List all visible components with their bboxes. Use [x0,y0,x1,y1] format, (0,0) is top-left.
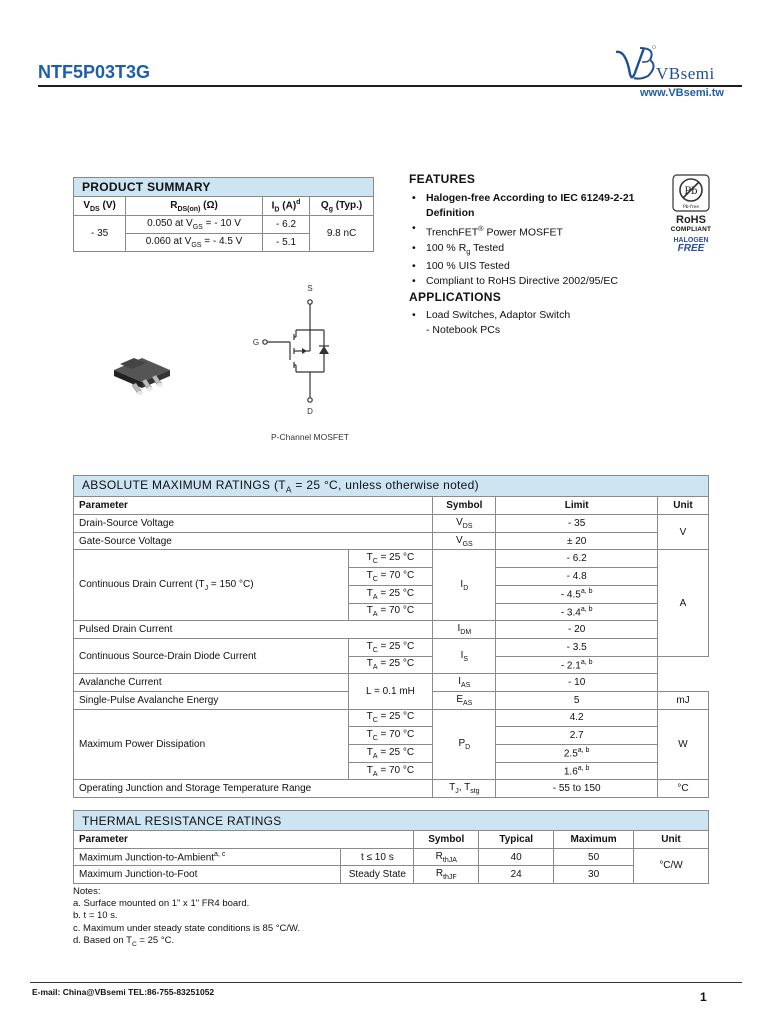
table-row: Drain-Source Voltage $V_{DS}$ - 35 V [74,515,709,533]
vds-value: - 35 [74,216,126,252]
halogen-label: HALOGEN [673,237,709,244]
id-row-2: - 5.1 [262,234,309,252]
table-row: Operating Junction and Storage Temperature Range $T_J$, $T_{stg}$ - 55 to 150 °C [74,780,709,798]
abs-max-title: ABSOLUTE MAXIMUM RATINGS ($T_A = 25$ °C, unless otherwise noted) [74,476,709,497]
drain-label: D [307,407,313,416]
id-row-1: - 6.2 [262,216,309,234]
free-label: FREE [677,243,705,254]
table-row: $T_A = 25$ °C 2.5$^{a, b}$ [74,745,709,763]
table-row: Pulsed Drain Current $I_{DM}$ - 20 [74,621,709,639]
col-symbol: Symbol [433,497,496,515]
rohs-badges [666,174,716,254]
applications-list [409,308,669,338]
col-unit: Unit [658,497,709,515]
features-list [409,191,669,289]
brand-website[interactable]: www.VBsemi.tw [640,87,724,99]
rohs-label: RoHS [676,214,706,226]
table-row: Maximum Junction-to-Foot Steady State $R_{thJF}$ 24 30 [74,866,709,884]
col-maximum: Maximum [554,831,634,849]
page-number: 1 [700,990,707,1004]
vbsemi-logo-icon [612,44,658,88]
footer-divider [30,982,742,983]
source-label: S [307,284,313,293]
package-icon [108,352,178,400]
p-channel-mosfet-schematic [250,282,350,422]
applications-heading: APPLICATIONS [409,290,502,304]
table-row: Continuous Source-Drain Diode Current $T_C = 25$ °C $I_S$ - 3.5 [74,638,709,656]
application-subitem: - Notebook PCs [426,324,501,336]
gate-label: G [252,338,260,347]
table-row: $T_A = 70$ °C 1.6$^{a, b}$ [74,762,709,780]
feature-item: • 100 % UIS Tested [409,259,669,274]
col-symbol: Symbol [414,831,479,849]
feature-item: • TrenchFET® Power MOSFET [409,221,669,241]
footer-contact: E-mail: China@VBsemi TEL:86-755-83251052 [32,987,215,997]
table-row: $T_C = 70$ °C 2.7 [74,727,709,745]
rds-row-1: 0.050 at $V_{GS}$ = - 10 V [126,216,263,234]
table-row: Maximum Junction-to-Ambient$^{a, c}$ t ≤ 10 s $R_{thJA}$ 40 50 °C/W [74,848,709,866]
table-row: $T_A = 25$ °C - 4.5$^{a, b}$ [74,585,709,603]
feature-item: • 100 % $R_g$ Tested [409,241,669,259]
svg-text:Pb-free: Pb-free [682,205,700,210]
feature-item: • Halogen-free According to IEC 61249-2-21 Definition [409,191,669,221]
pb-free-icon [672,174,710,212]
qg-value: 9.8 nC [310,216,374,252]
table-row: Single-Pulse Avalanche Energy $E_{AS}$ 5 mJ [74,691,709,709]
col-unit: Unit [634,831,709,849]
thermal-resistance-table [73,810,709,884]
table-row: Avalanche Current L = 0.1 mH $I_{AS}$ - 10 [74,674,709,692]
product-summary-table [73,177,374,252]
table-row: $T_A = 70$ °C - 3.4$^{a, b}$ [74,603,709,621]
svg-text:Pb: Pb [684,186,698,197]
table-row: Maximum Power Dissipation $T_C = 25$ °C $P_D$ 4.2 W [74,709,709,727]
col-id: $I_D$ $(A)^d$ [262,197,309,216]
schematic-caption: P-Channel MOSFET [271,432,349,442]
rohs-compliant-label: COMPLIANT [670,226,712,233]
product-summary-title: PRODUCT SUMMARY [74,178,374,197]
col-parameter: Parameter [74,497,433,515]
col-qg: $Q_g$ (Typ.) [310,197,374,216]
table-row: Continuous Drain Current ($T_J = 150$ °C) $T_C = 25$ °C $I_D$ - 6.2 A [74,550,709,568]
col-limit: Limit [496,497,658,515]
table-row: $T_A = 25$ °C - 2.1$^{a, b}$ [74,656,709,674]
absolute-maximum-ratings-table [73,475,709,798]
col-vds: $V_{DS}$ (V) [74,197,126,216]
application-item: • Load Switches, Adaptor Switch [409,308,669,323]
col-typical: Typical [479,831,554,849]
rds-row-2: 0.060 at $V_{GS}$ = - 4.5 V [126,234,263,252]
table-row: $T_C = 70$ °C - 4.8 [74,568,709,586]
feature-item: • Compliant to RoHS Directive 2002/95/EC [409,274,669,289]
col-rds: $R_{DS(on)}$ (Ω) [126,197,263,216]
brand-name: VBsemi [656,64,715,83]
notes: Notes: a. Surface mounted on 1" x 1" FR4 board. b. t = 10 s. c. Maximum under steady state conditions is 85 °C/W. d. Based on $T_C = 25$ °C. [73,886,301,948]
part-number: NTF5P03T3G [38,62,151,82]
col-parameter: Parameter [74,831,414,849]
thermal-title: THERMAL RESISTANCE RATINGS [74,811,709,831]
features-heading: FEATURES [409,172,476,186]
table-row: Gate-Source Voltage $V_{GS}$ ± 20 [74,532,709,550]
